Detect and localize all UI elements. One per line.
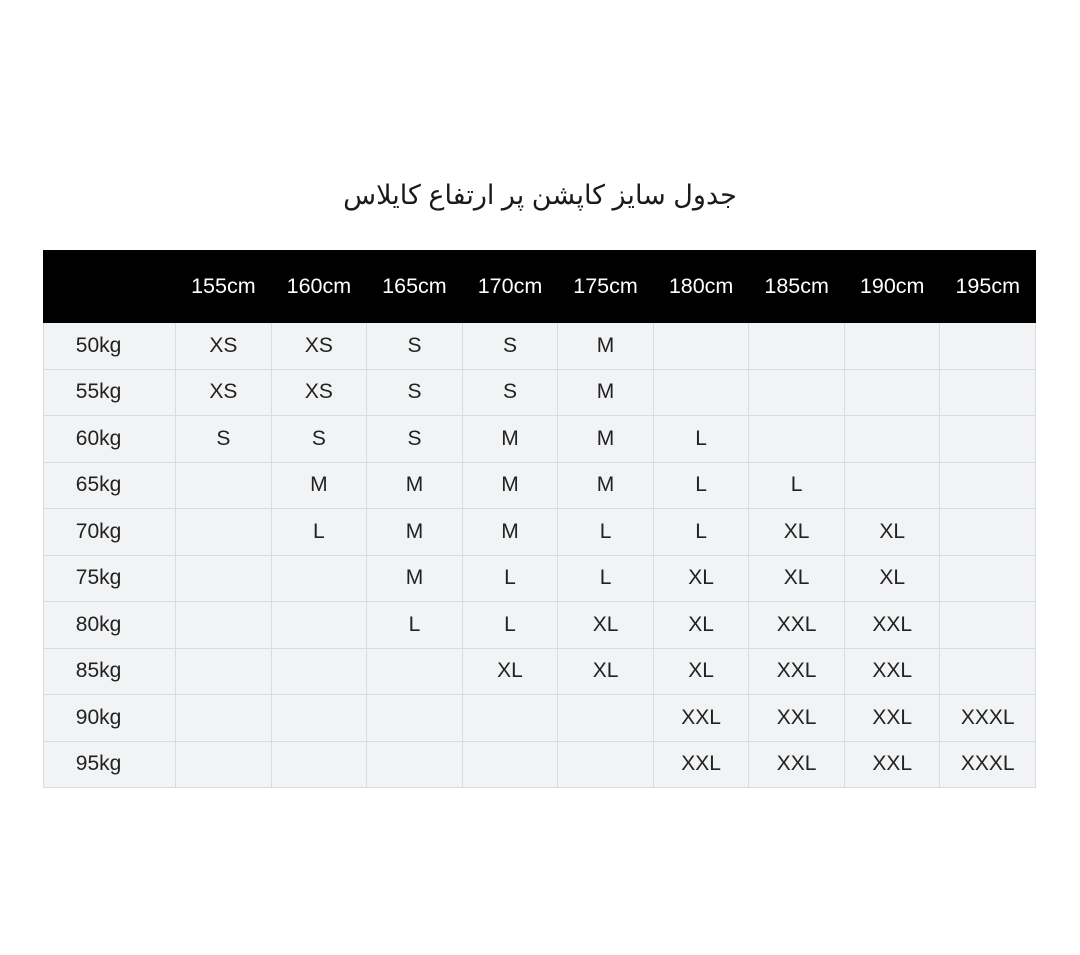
column-header-185cm: 185cm: [749, 251, 845, 323]
table-row: [44, 648, 1036, 695]
row-header-80kg: 80kg: [44, 602, 176, 649]
cell-50kg-170cm: S: [462, 323, 558, 370]
column-header-155cm: 155cm: [176, 251, 272, 323]
cell-50kg-195cm: [940, 323, 1036, 370]
cell-50kg-185cm: [749, 323, 845, 370]
cell-90kg-170cm: [462, 695, 558, 742]
cell-50kg-180cm: [653, 323, 749, 370]
cell-65kg-185cm: L: [749, 462, 845, 509]
cell-65kg-180cm: L: [653, 462, 749, 509]
cell-90kg-175cm: [558, 695, 654, 742]
table-row: [44, 416, 1036, 463]
cell-55kg-185cm: [749, 369, 845, 416]
cell-60kg-190cm: [844, 416, 940, 463]
cell-55kg-175cm: M: [558, 369, 654, 416]
cell-65kg-190cm: [844, 462, 940, 509]
cell-65kg-195cm: [940, 462, 1036, 509]
cell-85kg-170cm: XL: [462, 648, 558, 695]
cell-65kg-170cm: M: [462, 462, 558, 509]
table-row: [44, 695, 1036, 742]
cell-60kg-160cm: S: [271, 416, 367, 463]
table-row: [44, 323, 1036, 370]
cell-95kg-190cm: XXL: [844, 741, 940, 788]
cell-70kg-155cm: [176, 509, 272, 556]
column-header-175cm: 175cm: [558, 251, 654, 323]
cell-90kg-190cm: XXL: [844, 695, 940, 742]
cell-75kg-180cm: XL: [653, 555, 749, 602]
table-row: [44, 555, 1036, 602]
cell-50kg-165cm: S: [367, 323, 463, 370]
cell-55kg-195cm: [940, 369, 1036, 416]
cell-90kg-180cm: XXL: [653, 695, 749, 742]
cell-60kg-175cm: M: [558, 416, 654, 463]
cell-60kg-180cm: L: [653, 416, 749, 463]
cell-85kg-160cm: [271, 648, 367, 695]
cell-65kg-165cm: M: [367, 462, 463, 509]
cell-95kg-155cm: [176, 741, 272, 788]
table-header: [44, 251, 1036, 323]
cell-55kg-170cm: S: [462, 369, 558, 416]
column-header-180cm: 180cm: [653, 251, 749, 323]
cell-60kg-195cm: [940, 416, 1036, 463]
cell-55kg-180cm: [653, 369, 749, 416]
table-row: [44, 462, 1036, 509]
cell-80kg-155cm: [176, 602, 272, 649]
column-header-160cm: 160cm: [271, 251, 367, 323]
cell-80kg-165cm: L: [367, 602, 463, 649]
cell-75kg-160cm: [271, 555, 367, 602]
cell-70kg-170cm: M: [462, 509, 558, 556]
cell-90kg-185cm: XXL: [749, 695, 845, 742]
table-row: [44, 509, 1036, 556]
cell-70kg-185cm: XL: [749, 509, 845, 556]
cell-95kg-175cm: [558, 741, 654, 788]
cell-90kg-195cm: XXXL: [940, 695, 1036, 742]
cell-90kg-155cm: [176, 695, 272, 742]
cell-55kg-160cm: XS: [271, 369, 367, 416]
row-header-90kg: 90kg: [44, 695, 176, 742]
cell-95kg-185cm: XXL: [749, 741, 845, 788]
column-header-165cm: 165cm: [367, 251, 463, 323]
row-header-75kg: 75kg: [44, 555, 176, 602]
row-header-85kg: 85kg: [44, 648, 176, 695]
cell-85kg-190cm: XXL: [844, 648, 940, 695]
cell-80kg-190cm: XXL: [844, 602, 940, 649]
table-corner-cell: [44, 251, 176, 323]
cell-55kg-165cm: S: [367, 369, 463, 416]
cell-85kg-195cm: [940, 648, 1036, 695]
cell-70kg-195cm: [940, 509, 1036, 556]
cell-85kg-180cm: XL: [653, 648, 749, 695]
cell-80kg-195cm: [940, 602, 1036, 649]
row-header-65kg: 65kg: [44, 462, 176, 509]
cell-90kg-165cm: [367, 695, 463, 742]
column-header-190cm: 190cm: [844, 251, 940, 323]
cell-75kg-190cm: XL: [844, 555, 940, 602]
row-header-55kg: 55kg: [44, 369, 176, 416]
cell-85kg-175cm: XL: [558, 648, 654, 695]
cell-95kg-195cm: XXXL: [940, 741, 1036, 788]
table-header-row: [44, 251, 1036, 323]
cell-80kg-175cm: XL: [558, 602, 654, 649]
cell-60kg-185cm: [749, 416, 845, 463]
table-row: [44, 602, 1036, 649]
cell-95kg-180cm: XXL: [653, 741, 749, 788]
cell-80kg-160cm: [271, 602, 367, 649]
row-header-50kg: 50kg: [44, 323, 176, 370]
cell-90kg-160cm: [271, 695, 367, 742]
cell-95kg-165cm: [367, 741, 463, 788]
cell-85kg-165cm: [367, 648, 463, 695]
size-table: [43, 250, 1036, 788]
cell-55kg-155cm: XS: [176, 369, 272, 416]
row-header-95kg: 95kg: [44, 741, 176, 788]
cell-50kg-160cm: XS: [271, 323, 367, 370]
column-header-195cm: 195cm: [940, 251, 1036, 323]
cell-95kg-170cm: [462, 741, 558, 788]
cell-70kg-165cm: M: [367, 509, 463, 556]
row-header-60kg: 60kg: [44, 416, 176, 463]
cell-70kg-180cm: L: [653, 509, 749, 556]
cell-50kg-175cm: M: [558, 323, 654, 370]
cell-75kg-165cm: M: [367, 555, 463, 602]
cell-85kg-185cm: XXL: [749, 648, 845, 695]
cell-55kg-190cm: [844, 369, 940, 416]
cell-75kg-195cm: [940, 555, 1036, 602]
cell-85kg-155cm: [176, 648, 272, 695]
cell-70kg-190cm: XL: [844, 509, 940, 556]
cell-70kg-160cm: L: [271, 509, 367, 556]
column-header-170cm: 170cm: [462, 251, 558, 323]
table-body: [44, 323, 1036, 788]
cell-80kg-185cm: XXL: [749, 602, 845, 649]
row-header-70kg: 70kg: [44, 509, 176, 556]
cell-80kg-180cm: XL: [653, 602, 749, 649]
table-row: [44, 741, 1036, 788]
cell-60kg-155cm: S: [176, 416, 272, 463]
cell-50kg-190cm: [844, 323, 940, 370]
cell-75kg-185cm: XL: [749, 555, 845, 602]
cell-65kg-175cm: M: [558, 462, 654, 509]
cell-65kg-155cm: [176, 462, 272, 509]
cell-75kg-175cm: L: [558, 555, 654, 602]
cell-75kg-170cm: L: [462, 555, 558, 602]
cell-65kg-160cm: M: [271, 462, 367, 509]
cell-60kg-170cm: M: [462, 416, 558, 463]
cell-60kg-165cm: S: [367, 416, 463, 463]
cell-80kg-170cm: L: [462, 602, 558, 649]
page-title: جدول سایز کاپشن پر ارتفاع کایلاس: [343, 180, 737, 210]
size-table-container: [44, 250, 1036, 788]
cell-75kg-155cm: [176, 555, 272, 602]
cell-95kg-160cm: [271, 741, 367, 788]
cell-50kg-155cm: XS: [176, 323, 272, 370]
table-row: [44, 369, 1036, 416]
cell-70kg-175cm: L: [558, 509, 654, 556]
